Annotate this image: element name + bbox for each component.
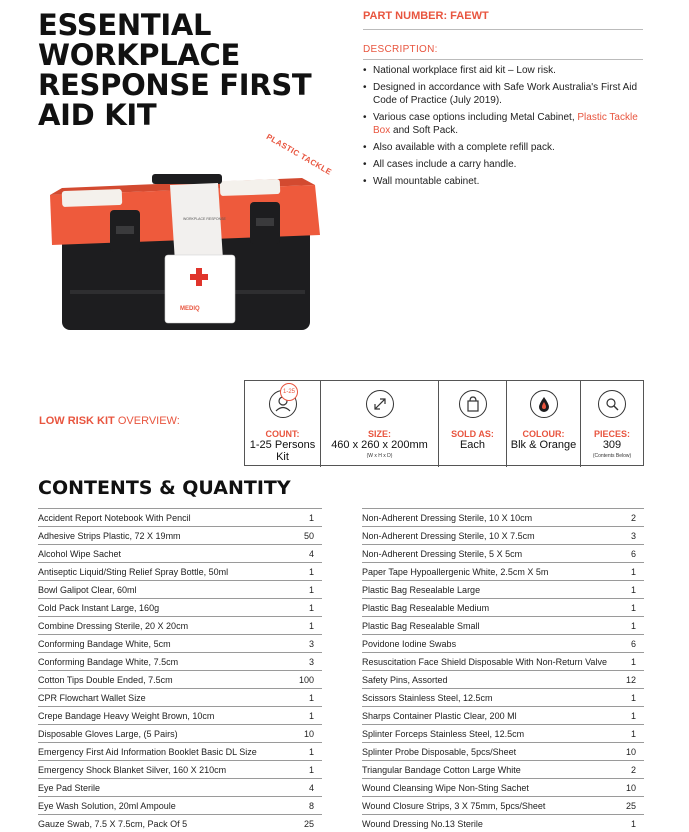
product-title: ESSENTIAL WORKPLACE RESPONSE FIRST AID KIT (38, 8, 312, 132)
table-row (38, 797, 322, 815)
bag-icon (459, 390, 487, 418)
table-row (362, 509, 644, 527)
item-name: Eye Pad Sterile (38, 779, 288, 797)
overview-sold-as-cell (438, 381, 506, 467)
divider (363, 59, 643, 60)
item-quantity: 4 (288, 545, 322, 563)
item-name: Accident Report Notebook With Pencil (38, 509, 288, 527)
item-quantity: 1 (614, 653, 644, 671)
description-item: • Various case options including Metal Cabinet, Plastic Tackle Box and Soft Pack. (363, 111, 645, 137)
table-row (38, 725, 322, 743)
item-quantity: 1 (614, 815, 644, 832)
tackle-box-illustration (40, 140, 340, 340)
contents-table-right (362, 508, 644, 832)
item-name: Conforming Bandage White, 5cm (38, 635, 288, 653)
kit-card-text: WORKPLACE RESPONSE (183, 217, 226, 221)
item-quantity: 10 (288, 725, 322, 743)
table-row (362, 653, 644, 671)
description-label: DESCRIPTION: (363, 44, 438, 55)
table-row (38, 545, 322, 563)
part-number: PART NUMBER: FAEWT (363, 10, 489, 22)
item-name: Emergency Shock Blanket Silver, 160 X 210cm (38, 761, 288, 779)
table-row (362, 671, 644, 689)
table-row (38, 815, 322, 832)
item-quantity: 50 (288, 527, 322, 545)
description-item: • Designed in accordance with Safe Work Australia's First Aid Code of Practice (July 2019). (363, 81, 645, 107)
item-name: Crepe Bandage Heavy Weight Brown, 10cm (38, 707, 288, 725)
table-row (362, 581, 644, 599)
item-name: Plastic Bag Resealable Large (362, 581, 614, 599)
item-name: Antiseptic Liquid/Sting Relief Spray Bottle, 50ml (38, 563, 288, 581)
colour-drop-icon (530, 390, 558, 418)
item-quantity: 1 (288, 707, 322, 725)
pieces-value: 309 (602, 439, 622, 451)
description-list (363, 64, 645, 192)
item-name: Splinter Probe Disposable, 5pcs/Sheet (362, 743, 614, 761)
item-name: Alcohol Wipe Sachet (38, 545, 288, 563)
item-name: Wound Dressing No.13 Sterile (362, 815, 614, 832)
overview-pieces-cell (580, 381, 643, 467)
item-quantity: 1 (288, 617, 322, 635)
count-heading: COUNT: (265, 429, 300, 439)
first-aid-kit-image (40, 140, 340, 340)
item-quantity: 12 (614, 671, 644, 689)
item-name: CPR Flowchart Wallet Size (38, 689, 288, 707)
contents-title: CONTENTS & QUANTITY (38, 477, 291, 499)
table-row (38, 599, 322, 617)
table-row (362, 815, 644, 832)
table-row (38, 761, 322, 779)
item-name: Resuscitation Face Shield Disposable With Non-Return Valve (362, 653, 614, 671)
table-row (362, 527, 644, 545)
table-row (362, 743, 644, 761)
item-quantity: 100 (288, 671, 322, 689)
item-name: Combine Dressing Sterile, 20 X 20cm (38, 617, 288, 635)
table-row (362, 617, 644, 635)
item-quantity: 1 (288, 599, 322, 617)
table-row (38, 617, 322, 635)
overview-label: LOW RISK KIT OVERVIEW: (39, 415, 180, 427)
count-value: 1-25 Persons Kit (249, 439, 316, 463)
description-item: • Wall mountable cabinet. (363, 175, 645, 188)
item-name: Plastic Bag Resealable Medium (362, 599, 614, 617)
item-quantity: 10 (614, 779, 644, 797)
sold-as-value: Each (459, 439, 486, 451)
item-name: Conforming Bandage White, 7.5cm (38, 653, 288, 671)
item-name: Triangular Bandage Cotton Large White (362, 761, 614, 779)
table-row (38, 779, 322, 797)
table-row (38, 509, 322, 527)
pieces-heading: PIECES: (593, 429, 630, 439)
item-name: Safety Pins, Assorted (362, 671, 614, 689)
item-quantity: 3 (288, 635, 322, 653)
item-name: Paper Tape Hypoallergenic White, 2.5cm X 5m (362, 563, 614, 581)
item-quantity: 3 (614, 527, 644, 545)
item-quantity: 25 (288, 815, 322, 832)
table-row (362, 761, 644, 779)
divider (363, 29, 643, 30)
item-name: Wound Closure Strips, 3 X 75mm, 5pcs/Sheet (362, 797, 614, 815)
table-row (362, 563, 644, 581)
item-quantity: 8 (288, 797, 322, 815)
table-row (38, 707, 322, 725)
table-row (362, 599, 644, 617)
item-quantity: 1 (614, 581, 644, 599)
item-quantity: 2 (614, 761, 644, 779)
size-heading: SIZE: (367, 429, 391, 439)
item-quantity: 10 (614, 743, 644, 761)
item-quantity: 2 (614, 509, 644, 527)
item-quantity: 1 (288, 581, 322, 599)
search-icon (598, 390, 626, 418)
table-row (362, 725, 644, 743)
size-units: (W x H x D) (366, 453, 393, 459)
item-name: Non-Adherent Dressing Sterile, 5 X 5cm (362, 545, 614, 563)
item-quantity: 6 (614, 545, 644, 563)
table-row (362, 635, 644, 653)
item-name: Bowl Galipot Clear, 60ml (38, 581, 288, 599)
item-quantity: 1 (614, 707, 644, 725)
item-name: Povidone Iodine Swabs (362, 635, 614, 653)
item-name: Cotton Tips Double Ended, 7.5cm (38, 671, 288, 689)
table-row (38, 635, 322, 653)
description-item: • Also available with a complete refill pack. (363, 141, 645, 154)
overview-size-cell (320, 381, 438, 467)
case-type-tag: PLASTIC TACKLE (264, 132, 334, 177)
item-quantity: 1 (614, 599, 644, 617)
contents-table-left (38, 508, 322, 832)
overview-strip (244, 380, 644, 466)
item-quantity: 1 (288, 563, 322, 581)
pieces-note: (Contents Below) (592, 453, 632, 459)
resize-arrow-icon (366, 390, 394, 418)
table-row (362, 689, 644, 707)
table-row (362, 545, 644, 563)
item-quantity: 1 (614, 689, 644, 707)
item-name: Sharps Container Plastic Clear, 200 Ml (362, 707, 614, 725)
item-name: Wound Cleansing Wipe Non-Sting Sachet (362, 779, 614, 797)
table-row (362, 779, 644, 797)
item-name: Eye Wash Solution, 20ml Ampoule (38, 797, 288, 815)
item-quantity: 1 (614, 617, 644, 635)
description-item: • All cases include a carry handle. (363, 158, 645, 171)
item-quantity: 25 (614, 797, 644, 815)
table-row (38, 527, 322, 545)
item-name: Adhesive Strips Plastic, 72 X 19mm (38, 527, 288, 545)
overview-colour-cell (506, 381, 580, 467)
item-name: Non-Adherent Dressing Sterile, 10 X 7.5cm (362, 527, 614, 545)
item-name: Plastic Bag Resealable Small (362, 617, 614, 635)
item-name: Disposable Gloves Large, (5 Pairs) (38, 725, 288, 743)
item-name: Scissors Stainless Steel, 12.5cm (362, 689, 614, 707)
table-row (38, 581, 322, 599)
item-quantity: 1 (288, 743, 322, 761)
colour-value: Blk & Orange (510, 439, 577, 451)
item-quantity: 1 (288, 509, 322, 527)
item-name: Non-Adherent Dressing Sterile, 10 X 10cm (362, 509, 614, 527)
item-quantity: 4 (288, 779, 322, 797)
table-row (38, 653, 322, 671)
item-quantity: 1 (288, 761, 322, 779)
size-value: 460 x 260 x 200mm (331, 439, 428, 451)
table-row (38, 563, 322, 581)
item-name: Cold Pack Instant Large, 160g (38, 599, 288, 617)
item-quantity: 6 (614, 635, 644, 653)
item-quantity: 1 (614, 725, 644, 743)
table-row (38, 743, 322, 761)
item-name: Emergency First Aid Information Booklet Basic DL Size (38, 743, 288, 761)
table-row (362, 707, 644, 725)
description-item: • National workplace first aid kit – Low risk. (363, 64, 645, 77)
table-row (38, 671, 322, 689)
kit-brand-logo: MEDIQ (180, 306, 200, 312)
item-name: Gauze Swab, 7.5 X 7.5cm, Pack Of 5 (38, 815, 288, 832)
item-quantity: 1 (614, 563, 644, 581)
table-row (362, 797, 644, 815)
colour-heading: COLOUR: (522, 429, 565, 439)
item-quantity: 1 (288, 689, 322, 707)
item-name: Splinter Forceps Stainless Steel, 12.5cm (362, 725, 614, 743)
table-row (38, 689, 322, 707)
count-badge: 1-25 (280, 383, 298, 401)
sold-as-heading: SOLD AS: (451, 429, 494, 439)
item-quantity: 3 (288, 653, 322, 671)
